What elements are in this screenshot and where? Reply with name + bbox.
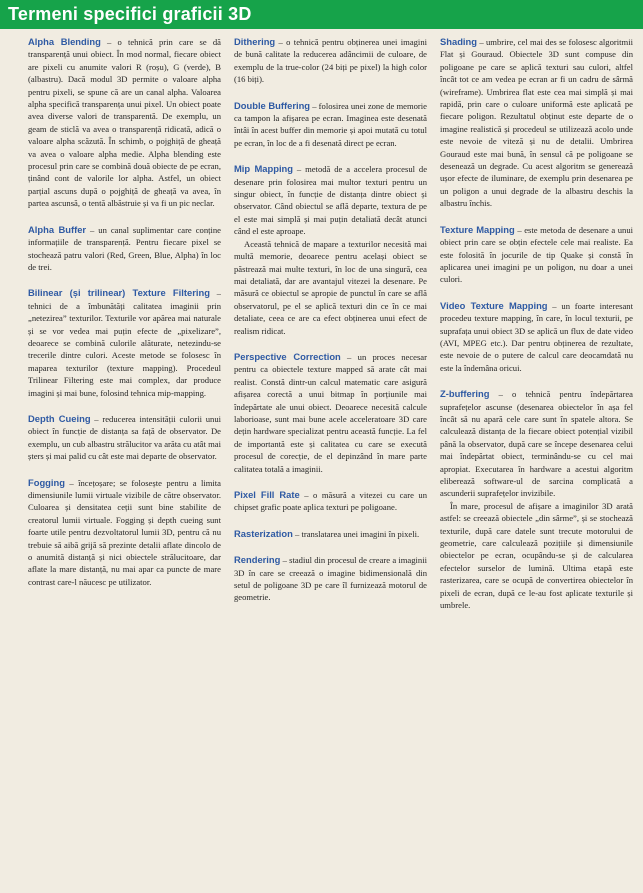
entry-text: stadiul din procesul de creare a imaginii 3D în care se creează o imagine bidimensională din setul de poligoane 3D pe care îl furnizează motorul de geometrie. bbox=[234, 555, 427, 603]
entry-term: Pixel Fill Rate bbox=[234, 489, 300, 500]
entry-term: Double Buffering bbox=[234, 99, 311, 111]
glossary-entry bbox=[440, 388, 633, 611]
glossary-entry bbox=[234, 489, 427, 514]
entry-term: Bilinear (și trilinear) Texture Filtering bbox=[28, 287, 210, 299]
entry-paragraph bbox=[234, 238, 427, 337]
entry-text: este metoda de desenare a unui obiect prin care se obțin efectele cele mai realiste. Ea este folosită în jocurile de tip Quake și constă în aplicarea unei imagini pe un poligon, nu doar a unei culori. bbox=[440, 224, 633, 285]
glossary-entry bbox=[234, 351, 427, 475]
entry-term: Alpha Buffer bbox=[28, 223, 87, 235]
glossary-entry bbox=[234, 528, 427, 540]
entry-paragraph: Bilinear (și trilinear) Texture Filtering – tehnici de a îmbunătăți calitatea imaginii prin „netezirea” texturilor. Texturile vor apărea mai naturale și se vor vedea mai puțin efecte de „pixelizare”, deoarece se combină culorile alăturate, netezindu-se trecerile dintre culori. Aceste metode se folosesc în maparea texturilor (texture mapping). Procedeul Trilinear Filtering este mai complex, dar produce imagini și mai bune, folosind tehnica mip-mapping. bbox=[28, 287, 221, 398]
entry-text: un foarte interesant procedeu texture mapping, în care, în locul texturii, pe suprafața unui obiect 3D se aplică un flux de date video (AVI, MPEG etc.). Dar pentru obținerea de rezultate, este nevoie de o putere de calcul care deocamdată nu este la îndemâna oricui. bbox=[440, 300, 633, 373]
entry-term: Rendering bbox=[234, 554, 281, 566]
entry-text: o tehnică prin care se dă transparență unui obiect. În mod normal, fiecare obiect are pixeli cu anumite valori R (roșu), G (verde), B (albastru). Dacă modul 3D permite o valoare alpha pentru pixeli, se spune că are un canal alpha. Valoarea alpha specifică transparența unui pixel. Un obiect poate avea diverse valori de transparentă. De exemplu, un geam de sticlă va avea o transparență ridicată, adică o valoare alpha scăzută. În schimb, o pojghiță de gheață va avea o valoare alpha medie. Alpha blending este procesul prin care se combină două obiecte de pe ecran, ținând cont de valorile lor alpha. Astfel, un obiect parțial ascuns după o pojghiță de gheață va avea, în partea ascunsă, o tentă albăstruie și va fi un pic neclar. bbox=[28, 37, 221, 209]
glossary-entry bbox=[440, 36, 633, 210]
entry-term: Shading bbox=[440, 36, 477, 47]
entry-paragraph: Texture Mapping – este metoda de desenare a unui obiect prin care se obțin efectele cele mai realiste. Ea este folosită în jocurile de tip Quake și constă în aplicarea unei imagini pe un poligon, nu doar a unei culori. bbox=[440, 223, 633, 285]
page-title: Termeni specifici graficii 3D bbox=[8, 4, 252, 24]
glossary-entry bbox=[440, 224, 633, 286]
entry-text: reducerea intensității culorii unui obiect în funcție de distanța sa față de observator. De exemplu, un cub albastru strălucitor va arăta cu atât mai șters și mai palid cu cât este mai departe de observator. bbox=[28, 413, 221, 462]
glossary-entry bbox=[28, 36, 221, 210]
glossary-entry bbox=[234, 554, 427, 604]
glossary-entry bbox=[234, 163, 427, 337]
entry-text: folosirea unei zone de memorie ca tampon la afișarea pe ecran. Imaginea este desenată întâi în acest buffer din memorie și apoi mutată cu totul pe ecran, în loc de a fi desenată direct pe ecran. bbox=[234, 100, 427, 148]
entry-term: Alpha Blending bbox=[28, 36, 101, 47]
entry-paragraph: Rendering – stadiul din procesul de creare a imaginii 3D în care se creează o imagine bidimensională din setul de poligoane 3D pe care îl furnizează motorul de geometrie. bbox=[234, 554, 427, 603]
entry-term: Dithering bbox=[234, 36, 276, 47]
title-bar bbox=[0, 0, 643, 29]
entry-paragraph: Dithering – o tehnică pentru obținerea unei imagini de bună calitate la reducerea adâncimii de culoare, de exemplu de la true-color (24 biți pe pixel) la high color (16 biți). bbox=[234, 36, 427, 85]
entry-paragraph: Double Buffering – folosirea unei zone de memorie ca tampon la afișarea pe ecran. Imaginea este desenată întâi în acest buffer din memorie și apoi mutată cu totul pe ecran, în loc de a fi desenată direct pe ecran. bbox=[234, 99, 427, 148]
entry-text: o măsură a vitezei cu care un chipset grafic poate aplica texturi pe poligoane. bbox=[234, 490, 427, 513]
glossary-entry bbox=[440, 300, 633, 374]
column-2 bbox=[234, 36, 427, 889]
entry-paragraph: Alpha Blending – o tehnică prin care se dă transparență unui obiect. În mod normal, fiecare obiect are pixeli cu anumite valori R (roșu), G (verde), B (albastru). Dacă modul 3D permite o valoare alpha pentru pixeli, se spune că are un canal alpha. Valoarea alpha specifică transparența unui pixel. Un obiect poate avea diverse valori de transparentă. De exemplu, un geam de sticlă va avea o transparență ridicată, adică o valoare alpha scăzută. În schimb, o pojghiță de gheață va avea o valoare alpha medie. Alpha blending este procesul prin care se combină două obiecte de pe ecran, ținând cont de valorile lor alpha. Astfel, un obiect parțial ascuns după o pojghiță de gheață va avea, în partea ascunsă, o tentă albăstruie și va fi un pic neclar. bbox=[28, 36, 221, 209]
entry-text: un canal suplimentar care conține informațiile de transparență. Pentru fiecare pixel se stochează patru valori (Red, Green, Blue, Alpha) în loc de trei. bbox=[28, 224, 221, 272]
entry-text: translatarea unei imagini în pixeli. bbox=[301, 528, 420, 539]
glossary-entry bbox=[234, 100, 427, 150]
entry-term: Mip Mapping bbox=[234, 163, 294, 175]
entry-paragraph: Perspective Correction – un proces necesar pentru ca obiectele texture mapped să arate cât mai realist. Constă dintr-un calcul matematic care asigură afișarea corectă a unui bitmap în porțiunile mai îndepărtate ale unui obiect. Deoarece necesită calcule laborioase, sunt mai bune acele acceleratoare 3D care dețin hardware specializat pentru această funcție. La fel de importantă este și calitatea cu care se execută procesul de corecție, de el depinzând în mare parte calitatea totală a imaginii. bbox=[234, 350, 427, 474]
entry-text: Această tehnică de mapare a texturilor necesită mai multă memorie, deoarece pentru același obiect se păstrează mai multe texturi, în loc de una singură, cea mai detaliată, dar are avantajul vitezei la desenare. Pe măsură ce obiectul se apropie de punctul în care se află observatorul, pe el se aplică texturi din ce în ce mai detaliate, ceea ce are ca efect obținerea unui efect de realism ridicat. bbox=[234, 238, 427, 336]
glossary-entry bbox=[28, 287, 221, 399]
entry-term: Texture Mapping bbox=[440, 223, 515, 235]
glossary-columns bbox=[28, 36, 633, 889]
entry-paragraph: Fogging – încețoșare; se folosește pentru a limita dimensiunile lumii virtuale vizibile de către observator. Culoarea și densitatea ceții sunt bine stabilite de creatorul lumii virtuale. Fogging și depth cueing sunt foarte utile pentru dezvoltatorul lumii 3D, pentru că nu trebuie să aibă grijă să prezinte detalii aflate dincolo de o anumită distanță și nici obiectele strălucitoare, dar aflate la mare distanță, nu mai apar ca puncte de mare contrast care-l năucesc pe utilizator. bbox=[28, 476, 221, 587]
entry-paragraph: Alpha Buffer – un canal suplimentar care conține informațiile de transparență. Pentru fiecare pixel se stochează patru valori (Red, Green, Blue, Alpha) în loc de trei. bbox=[28, 223, 221, 272]
entry-paragraph: Video Texture Mapping – un foarte interesant procedeu texture mapping, în care, în locul texturii, pe suprafața unui obiect 3D se aplică un flux de date video (AVI, MPEG etc.). Dar pentru obținerea de rezultate, este nevoie de o putere de calcul care deocamdată nu este la îndemâna oricui. bbox=[440, 299, 633, 373]
entry-paragraph bbox=[440, 500, 633, 612]
column-3 bbox=[440, 36, 633, 889]
entry-term: Rasterization bbox=[234, 527, 293, 539]
entry-term: Z-buffering bbox=[440, 388, 490, 400]
entry-term: Video Texture Mapping bbox=[440, 299, 548, 311]
glossary-entry bbox=[28, 477, 221, 589]
entry-text: În mare, procesul de afișare a imaginilor 3D arată astfel: se creează obiectele „din sârme”, și se stochează texturile, după care datele sunt trecute motorului de geometrie, care calculează pozițiile și dimensiunile obiectelor pe ecran, ocupându-se și de calcularea efectelor surselor de lumină. Ultima etapă este rasterizarea, care se ocupă de convertirea obiectelor în pixeli de ecran, după ce le-au fost aplicate texturile și umbrele. bbox=[440, 500, 633, 611]
entry-text: metodă de a accelera procesul de desenare prin folosirea mai multor texturi pentru un singur obiect, în funcție de distanța dintre obiect și observator. Când obiectul se află departe, textura de pe el este mai simplă și mai puțin detaliată decât atunci când el este aproape. bbox=[234, 164, 427, 237]
entry-term: Perspective Correction bbox=[234, 350, 341, 362]
entry-paragraph: Depth Cueing – reducerea intensității culorii unui obiect în funcție de distanța sa față de observator. De exemplu, un cub albastru strălucitor va arăta cu atât mai șters și mai palid cu cât este mai departe de observator. bbox=[28, 412, 221, 462]
entry-text: umbrire, cel mai des se folosesc algoritmii Flat și Gouraud. Obiectele 3D sunt compuse din poligoane pe care se aplică texturi sau culori, altfel încât tot ce am vedea pe ecran ar fi un cadru de sârmă (wireframe). Umbrirea flat este cea mai simplă și mai rapidă, prin care o culoare uniformă este aplicată pe fiecare poligon. Rezultatul obținut este departe de o imagine realistică și procedeul se utilizează acolo unde este nevoie de viteză și nu de detalii. Umbrirea Gouraud este mai bună, în sensul că pe poligoane se desenează un degrade. Cu acest algoritm se generează ușor efecte de iluminare, de exemplu prin desenarea pe un poligon a unui degrade de la albastru deschis la albastru închis. bbox=[440, 37, 633, 209]
entry-paragraph: Rasterization – translatarea unei imagini în pixeli. bbox=[234, 527, 420, 539]
entry-paragraph: Pixel Fill Rate – o măsură a vitezei cu care un chipset grafic poate aplica texturi pe poligoane. bbox=[234, 489, 427, 513]
entry-text: un proces necesar pentru ca obiectele texture mapped să arate cât mai realist. Constă dintr-un calcul matematic care asigură afișarea corectă a unui bitmap în porțiunile mai îndepărtate ale unui obiect. Deoarece necesită calcule laborioase, sunt mai bune acele acceleratoare 3D care dețin hardware specializat pentru această funcție. La fel de importantă este și calitatea cu care se execută procesul de corecție, de el depinzând în mare parte calitatea totală a imaginii. bbox=[234, 351, 427, 474]
column-1 bbox=[28, 36, 221, 889]
entry-term: Fogging bbox=[28, 476, 65, 488]
entry-text: o tehnică pentru obținerea unei imagini de bună calitate la reducerea adâncimii de culoare, de exemplu de la true-color (24 biți pe pixel) la high color (16 biți). bbox=[234, 37, 427, 85]
glossary-entry bbox=[28, 413, 221, 463]
entry-term: Depth Cueing bbox=[28, 412, 91, 424]
entry-paragraph: Shading – umbrire, cel mai des se folosesc algoritmii Flat și Gouraud. Obiectele 3D sunt compuse din poligoane pe care se aplică texturi sau culori, altfel încât tot ce am vedea pe ecran ar fi un cadru de sârmă (wireframe). Umbrirea flat este cea mai simplă și mai rapidă, prin care o culoare uniformă este aplicată pe fiecare poligon. Rezultatul obținut este departe de o imagine realistică și procedeul se utilizează acolo unde este nevoie de viteză și nu de detalii. Umbrirea Gouraud este mai bună, în sensul că pe poligoane se desenează un degrade. Cu acest algoritm se generează ușor efecte de iluminare, de exemplu prin desenarea pe un poligon a unui degrade de la albastru deschis la albastru închis. bbox=[440, 36, 633, 209]
glossary-entry bbox=[234, 36, 427, 86]
entry-paragraph: Z-buffering – o tehnică pentru îndepărtarea suprafețelor ascunse (desenarea obiectelor în așa fel încât să nu apară cele care sunt în spatele altora. Se calculează distanța de la fiecare obiect potențial vizibil până la observator, după care se începe desenarea celui mai îndepărtat obiect, terminându-se cu cel mai apropiat. Executarea în hardware a acestui algoritm eliberează software-ul de sarcina complicată a ascunderii suprafețelor invizibile. bbox=[440, 388, 633, 499]
entry-text: tehnici de a îmbunătăți calitatea imaginii prin „netezirea” texturilor. Texturile vor apărea mai naturale și se vor vedea mai puțin efecte de „pixelizare”, deoarece se combină culorile alăturate, netezindu-se trecerile dintre culori. Aceste metode se folosesc în maparea texturilor (texture mapping). Procedeul Trilinear Filtering este mai complex, dar produce imagini și mai bune, folosind tehnica mip-mapping. bbox=[28, 300, 221, 398]
entry-paragraph: Mip Mapping – metodă de a accelera procesul de desenare prin folosirea mai multor texturi pentru un singur obiect, în funcție de distanța dintre obiect și observator. Când obiectul se află departe, textura de pe el este mai simplă și mai puțin detaliată decât atunci când el este aproape. bbox=[234, 163, 427, 237]
entry-text: o tehnică pentru îndepărtarea suprafețelor ascunse (desenarea obiectelor în așa fel încât să nu apară cele care sunt în spatele altora. Se calculează distanța de la fiecare obiect potențial vizibil până la observator, după care se începe desenarea celui mai îndepărtat obiect, terminându-se cu cel mai apropiat. Executarea în hardware a acestui algoritm eliberează software-ul de sarcina complicată a ascunderii suprafețelor invizibile. bbox=[440, 389, 633, 499]
entry-text: încețoșare; se folosește pentru a limita dimensiunile lumii virtuale vizibile de către observator. Culoarea și densitatea ceții sunt bine stabilite de creatorul lumii virtuale. Fogging și depth cueing sunt foarte utile pentru dezvoltatorul lumii 3D, pentru că nu trebuie să aibă grijă să prezinte detalii aflate dincolo de o anumită distanță și nici obiectele strălucitoare, dar aflate la mare distanță, nu mai apar ca puncte de mare contrast care-l năucesc pe utilizator. bbox=[28, 477, 221, 587]
glossary-entry bbox=[28, 224, 221, 274]
